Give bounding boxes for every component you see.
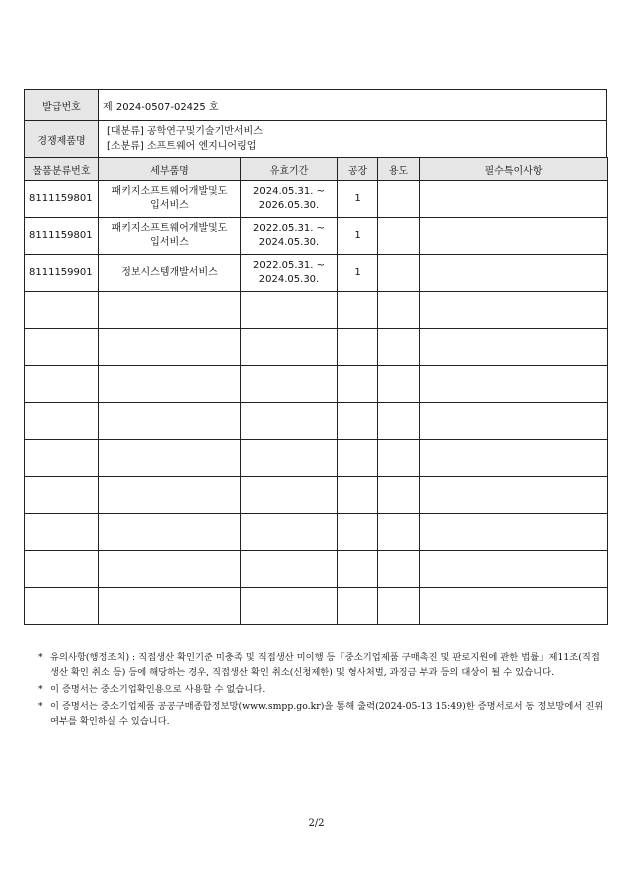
empty-row: [25, 403, 608, 440]
item-usage: [378, 218, 420, 255]
item-usage: [378, 181, 420, 218]
note-text: 이 증명서는 중소기업제품 공공구매종합정보망(www.smpp.go.kr)을 통해 출력(2024-05-13 15:49)한 증명서로서 동 정보망에서 진위여부를 확인하실 수 있습니다.: [50, 701, 604, 727]
col-header-notes: 필수특이사항: [420, 158, 608, 181]
table-row: [25, 255, 608, 292]
note-bullet: *: [38, 684, 43, 695]
note-bullet: *: [38, 652, 43, 663]
note-item: [38, 699, 608, 729]
item-code: 8111159901: [25, 255, 99, 292]
item-factory: 1: [338, 181, 378, 218]
col-header-item-name: 세부품명: [99, 158, 241, 181]
issue-number-value: 제 2024-0507-02425 호: [99, 90, 607, 121]
item-note: [420, 218, 608, 255]
table-row: [25, 181, 608, 218]
items-table: [24, 157, 608, 625]
certificate-sheet: [24, 89, 607, 625]
item-valid-period: 2022.05.31. ~ 2024.05.30.: [241, 255, 338, 292]
note-text: 이 증명서는 중소기업확인용으로 사용할 수 없습니다.: [50, 684, 266, 695]
item-valid-period: 2022.05.31. ~ 2024.05.30.: [241, 218, 338, 255]
item-usage: [378, 255, 420, 292]
col-header-factory: 공장: [338, 158, 378, 181]
empty-row: [25, 329, 608, 366]
notes-section: [38, 650, 608, 731]
empty-row: [25, 477, 608, 514]
item-name: 패키지소프트웨어개발및도 입서비스: [99, 218, 241, 255]
col-header-usage: 용도: [378, 158, 420, 181]
item-name: 정보시스템개발서비스: [99, 255, 241, 292]
empty-row: [25, 514, 608, 551]
note-bullet: *: [38, 701, 43, 712]
item-note: [420, 181, 608, 218]
product-minor-category: [소분류] 소프트웨어 엔지니어링업: [107, 141, 257, 152]
note-item: [38, 682, 608, 697]
product-name-label: 경쟁제품명: [25, 121, 99, 158]
table-row: [25, 218, 608, 255]
empty-row: [25, 551, 608, 588]
empty-row: [25, 292, 608, 329]
item-code: 8111159801: [25, 218, 99, 255]
item-code: 8111159801: [25, 181, 99, 218]
items-header-row: [25, 158, 608, 181]
item-factory: 1: [338, 255, 378, 292]
item-name: 패키지소프트웨어개발및도 입서비스: [99, 181, 241, 218]
item-factory: 1: [338, 218, 378, 255]
col-header-code: 물품분류번호: [25, 158, 99, 181]
item-valid-period: 2024.05.31. ~ 2026.05.30.: [241, 181, 338, 218]
col-header-valid-period: 유효기간: [241, 158, 338, 181]
empty-row: [25, 440, 608, 477]
product-major-category: [대분류] 공학연구및기술기반서비스: [107, 126, 263, 137]
page-number: 2/2: [308, 818, 325, 829]
info-table: [24, 89, 607, 158]
issue-number-label: 발급번호: [25, 90, 99, 121]
note-text: 유의사항(행정조치) : 직접생산 확인기준 미충족 및 직접생산 미이행 등「중소기업제품 구매촉진 및 판로지원에 관한 법률」제11조(직접생산 확인 취소 등) 등에 해당하는 경우, 직접생산 확인 취소(신청제한) 및 형사처벌, 과징금 부과 등의 대상이 될 수 있습니다.: [50, 652, 600, 678]
note-item: [38, 650, 608, 680]
item-note: [420, 255, 608, 292]
empty-row: [25, 588, 608, 625]
empty-row: [25, 366, 608, 403]
